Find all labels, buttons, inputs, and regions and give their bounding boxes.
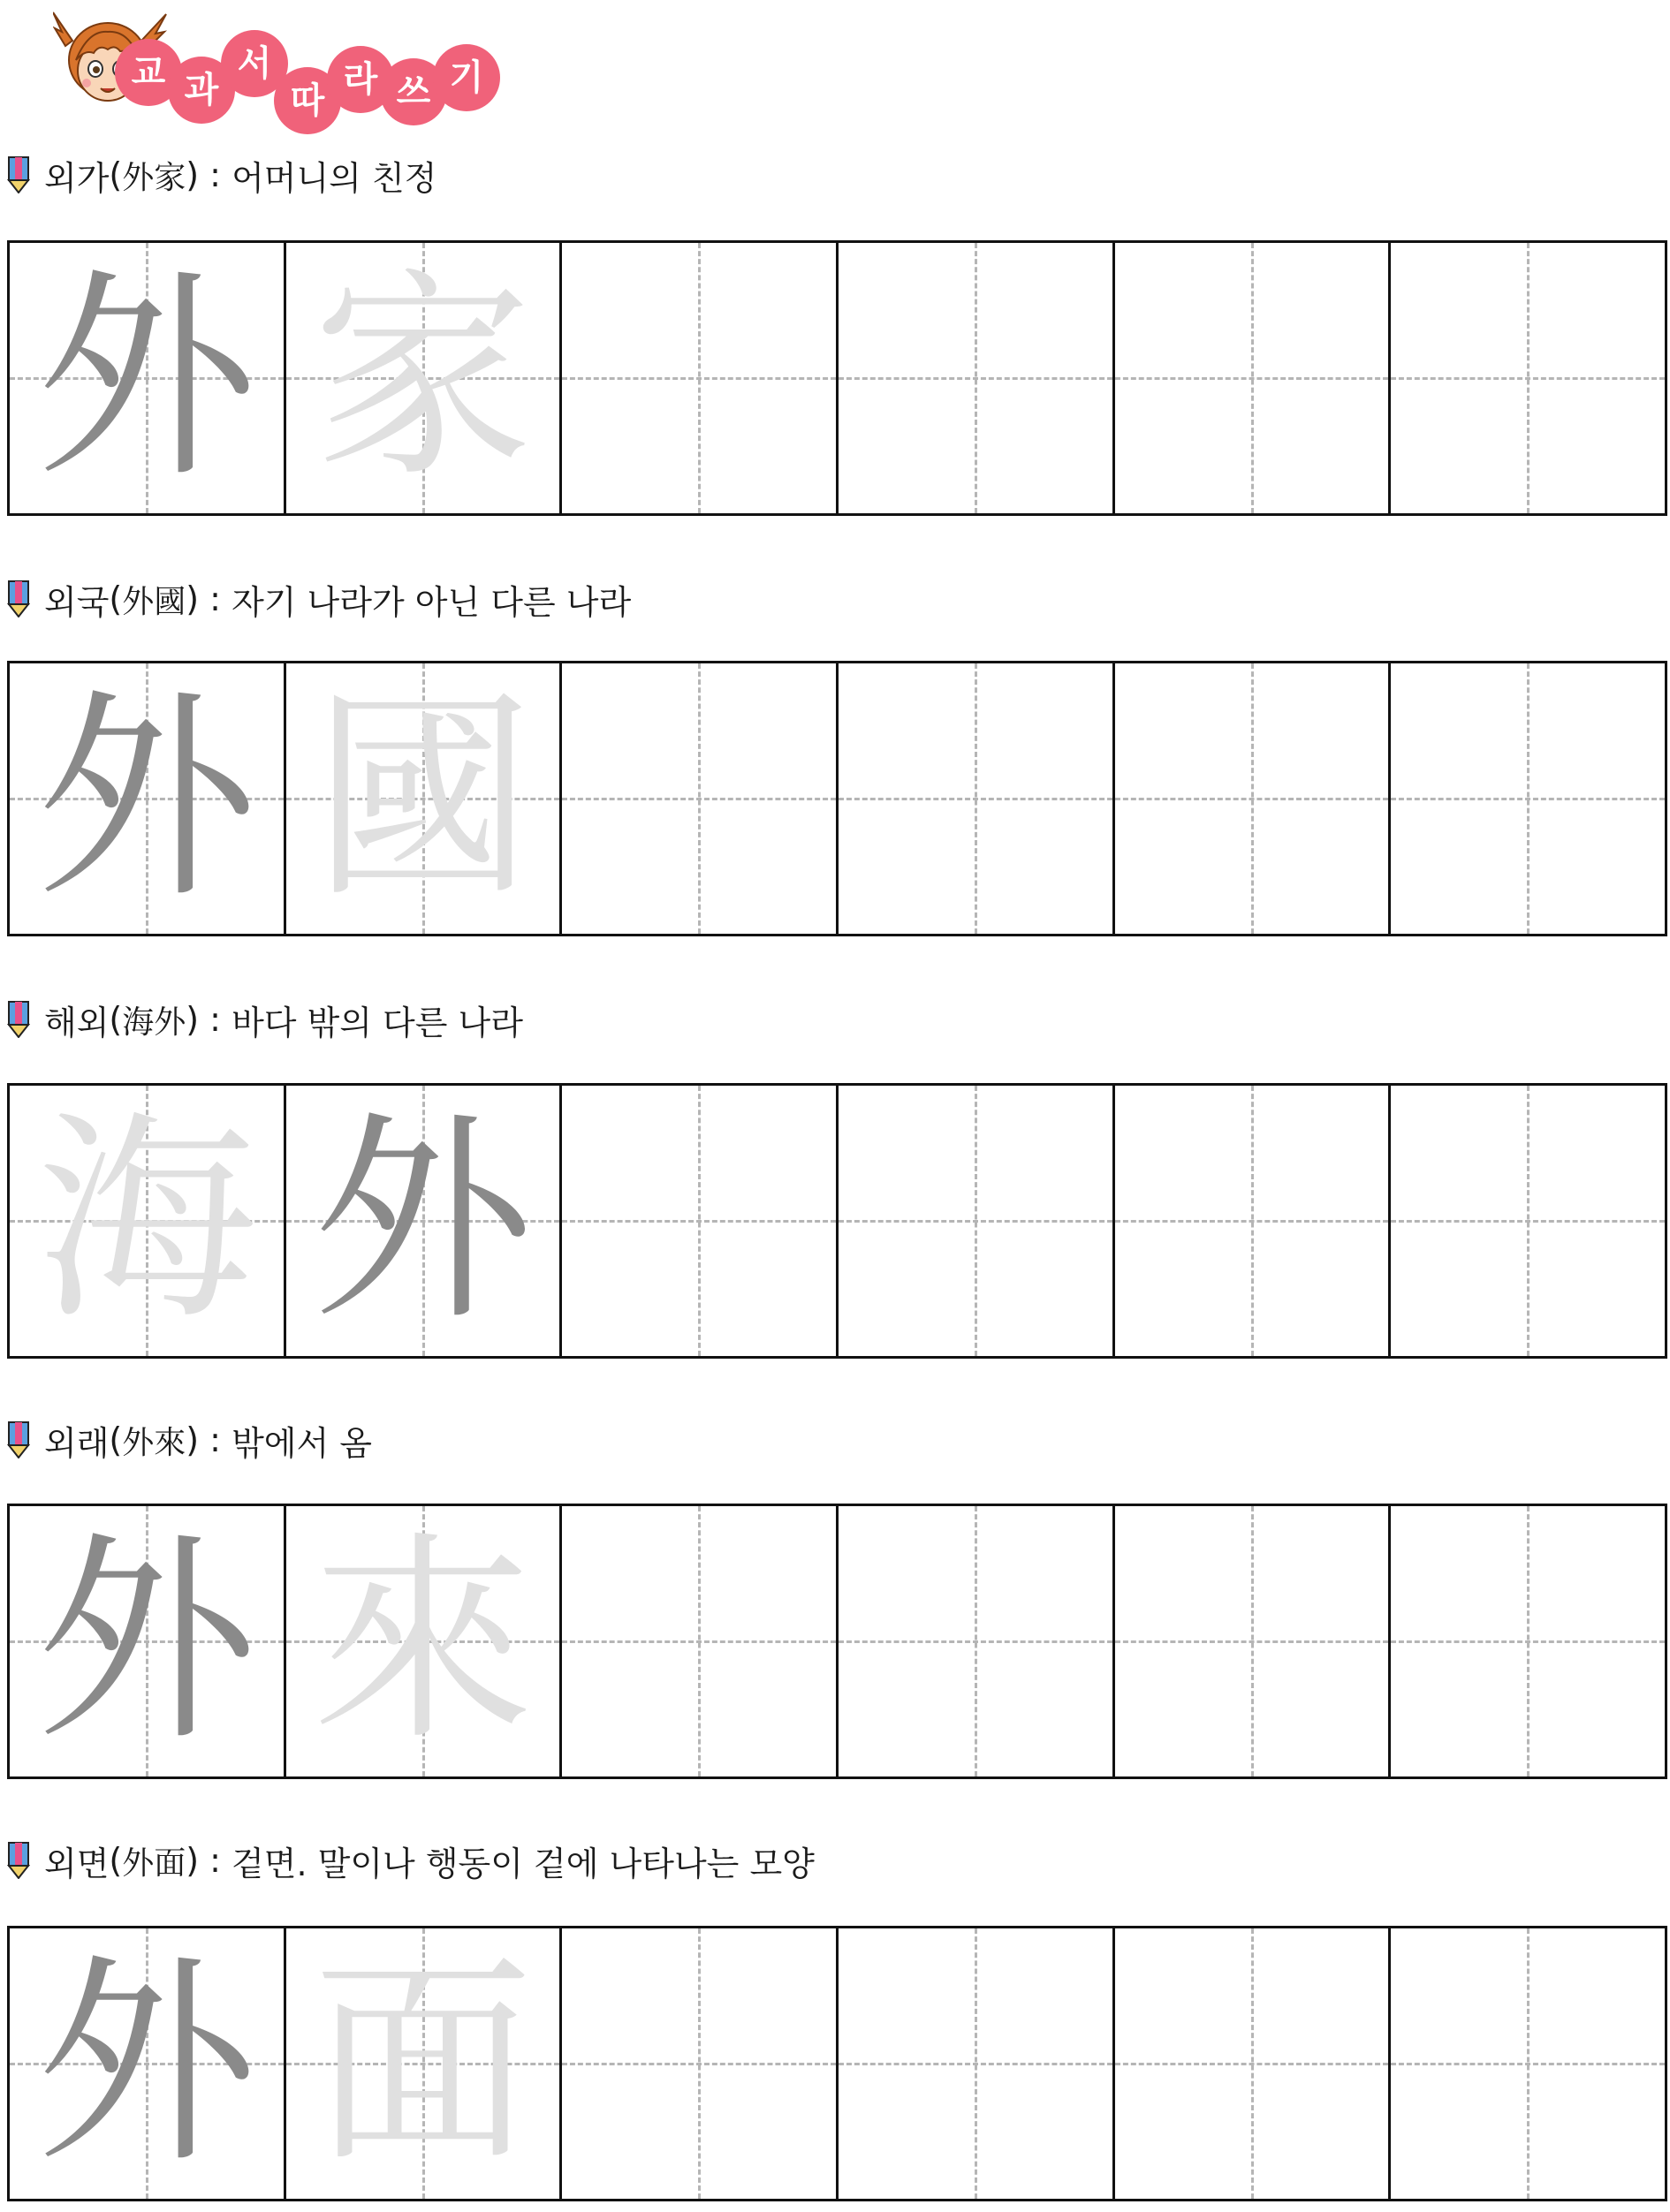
practice-cell[interactable] — [1112, 663, 1389, 934]
practice-cell[interactable] — [1388, 1506, 1665, 1776]
practice-cell[interactable] — [836, 243, 1112, 513]
trace-character: 國 — [312, 670, 534, 927]
word-meaning: 바다 밖의 다른 나라 — [232, 1003, 523, 1042]
logo-letter: 서 — [221, 30, 288, 97]
pencil-icon — [7, 1842, 30, 1879]
practice-cell[interactable] — [1388, 1928, 1665, 2199]
word-hanja: 外面 — [122, 1845, 186, 1882]
paren: ) : — [186, 1841, 232, 1880]
practice-cell — [10, 1086, 284, 1356]
practice-cell[interactable] — [559, 243, 836, 513]
logo-letter: 따 — [274, 67, 341, 134]
practice-grid — [7, 240, 1667, 516]
pencil-icon — [7, 156, 30, 193]
paren: ) : — [186, 1000, 232, 1039]
practice-cell[interactable] — [1388, 1086, 1665, 1356]
model-character: 外 — [312, 1092, 534, 1349]
paren: ( — [109, 1420, 123, 1459]
practice-cell — [10, 1928, 284, 2199]
paren: ( — [109, 580, 123, 618]
word-hangul: 외가 — [44, 158, 110, 198]
practice-cell[interactable] — [559, 1506, 836, 1776]
section-title — [7, 1413, 372, 1466]
practice-grid — [7, 1926, 1667, 2201]
practice-cell[interactable] — [836, 1506, 1112, 1776]
practice-cell — [10, 663, 284, 934]
practice-cell[interactable] — [836, 1086, 1112, 1356]
practice-cell — [10, 243, 284, 513]
paren: ) : — [186, 1420, 232, 1459]
practice-cell[interactable] — [559, 1086, 836, 1356]
word-hanja: 外國 — [122, 583, 186, 620]
paren: ( — [109, 1000, 123, 1039]
logo — [53, 5, 486, 129]
practice-cell[interactable] — [1112, 1086, 1389, 1356]
section-title — [7, 1834, 815, 1887]
practice-cell — [284, 1928, 560, 2199]
model-character: 外 — [35, 1935, 257, 2192]
word-meaning: 어머니의 친정 — [232, 158, 437, 198]
trace-character: 家 — [312, 249, 534, 506]
practice-grid — [7, 1083, 1667, 1359]
model-character: 外 — [35, 670, 257, 927]
model-character: 外 — [35, 249, 257, 506]
paren: ) : — [186, 580, 232, 618]
logo-letter: 과 — [168, 57, 235, 124]
pencil-icon — [7, 1421, 30, 1458]
pencil-icon — [7, 1001, 30, 1038]
trace-character: 來 — [312, 1512, 534, 1769]
section-title — [7, 572, 631, 625]
practice-cell[interactable] — [836, 663, 1112, 934]
pencil-icon — [7, 580, 30, 617]
practice-cell[interactable] — [1112, 1928, 1389, 2199]
paren: ) : — [186, 155, 232, 194]
word-meaning: 자기 나라가 아닌 다른 나라 — [232, 582, 632, 622]
logo-letter: 교 — [115, 39, 182, 106]
practice-cell[interactable] — [1388, 243, 1665, 513]
practice-cell — [10, 1506, 284, 1776]
word-hangul: 외국 — [44, 582, 110, 622]
word-hangul: 외면 — [44, 1844, 110, 1883]
practice-cell[interactable] — [559, 1928, 836, 2199]
model-character: 外 — [35, 1512, 257, 1769]
paren: ( — [109, 1841, 123, 1880]
practice-cell[interactable] — [1112, 243, 1389, 513]
word-meaning: 겉면. 말이나 행동이 겉에 나타나는 모양 — [232, 1844, 815, 1883]
word-hanja: 外來 — [122, 1424, 186, 1461]
word-hanja: 海外 — [122, 1004, 186, 1041]
practice-cell[interactable] — [836, 1928, 1112, 2199]
practice-cell[interactable] — [1112, 1506, 1389, 1776]
practice-cell[interactable] — [1388, 663, 1665, 934]
paren: ( — [109, 155, 123, 194]
section-title — [7, 148, 436, 201]
trace-character: 面 — [312, 1935, 534, 2192]
practice-cell[interactable] — [559, 663, 836, 934]
logo-letter: 라 — [327, 46, 394, 113]
trace-character: 海 — [35, 1092, 257, 1349]
word-hangul: 외래 — [44, 1423, 110, 1463]
practice-grid — [7, 661, 1667, 936]
logo-letter: 기 — [433, 44, 500, 111]
practice-grid — [7, 1504, 1667, 1779]
word-hanja: 外家 — [122, 159, 186, 196]
section-title — [7, 993, 523, 1046]
practice-cell — [284, 663, 560, 934]
word-meaning: 밖에서 옴 — [232, 1423, 372, 1463]
practice-cell — [284, 243, 560, 513]
logo-letter: 쓰 — [380, 58, 447, 125]
word-hangul: 해외 — [44, 1003, 110, 1042]
practice-cell — [284, 1506, 560, 1776]
practice-cell — [284, 1086, 560, 1356]
